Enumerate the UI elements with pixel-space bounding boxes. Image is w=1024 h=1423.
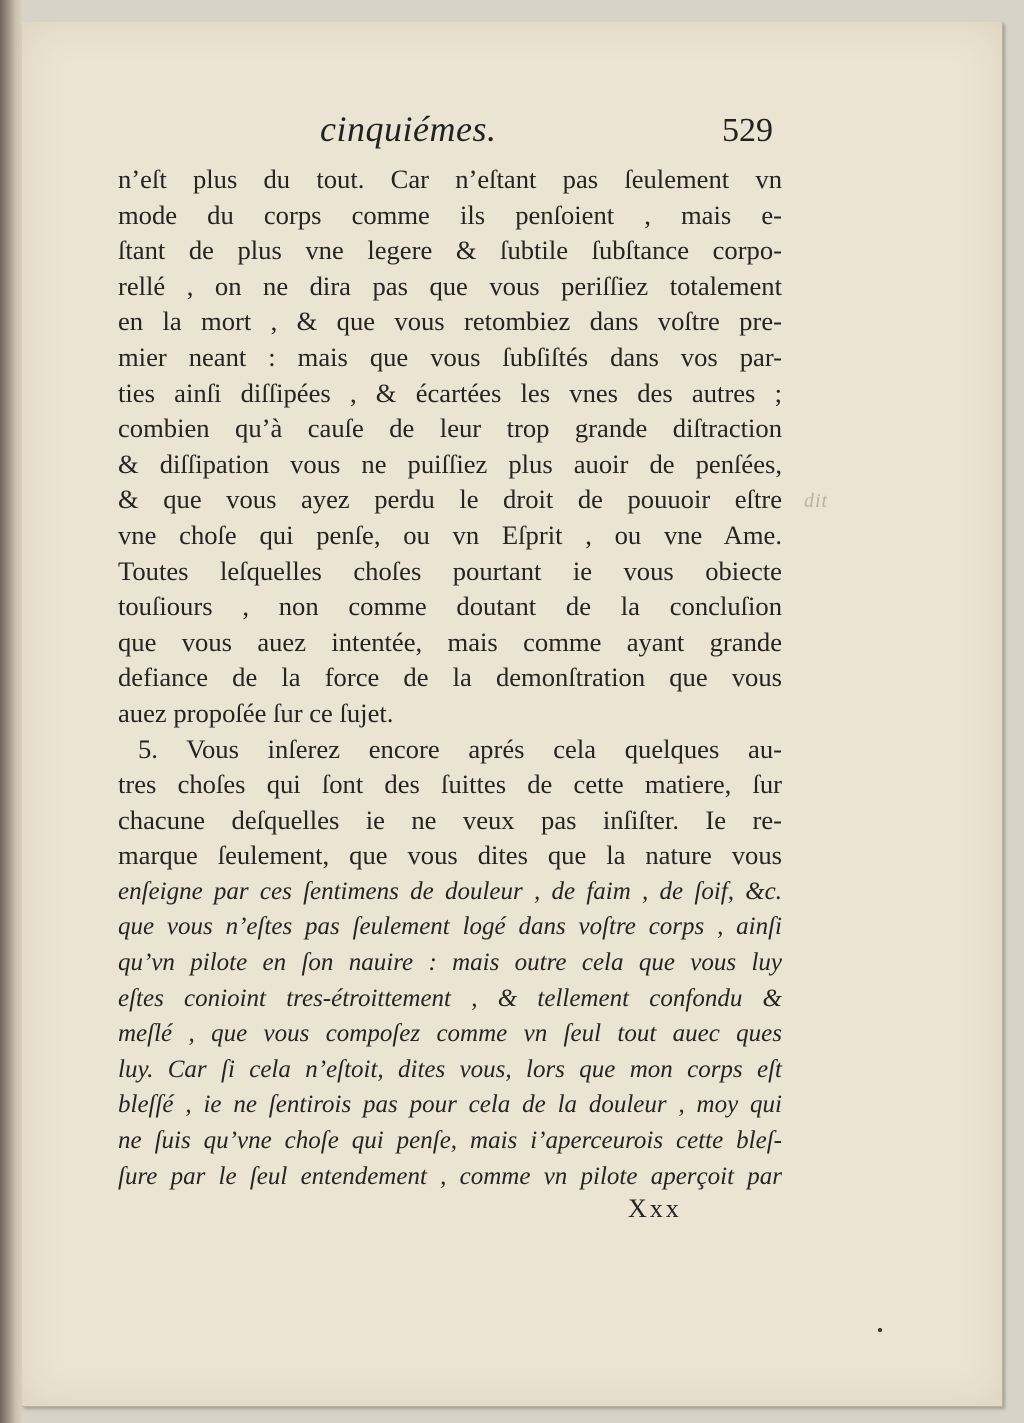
text-line: que vous auez intentée, mais comme ayant grande bbox=[118, 626, 782, 657]
text-line: mier neant : mais que vous ſubſiſtés dans vos par- bbox=[118, 341, 782, 372]
text-line: & que vous ayez perdu le droit de pouuoir eſtre bbox=[118, 484, 782, 515]
text-line: ne ſuis qu’vne choſe qui penſe, mais i’aperceurois cette bleſ- bbox=[118, 1127, 782, 1155]
text-line: auez propoſée ſur ce ſujet. bbox=[118, 697, 394, 728]
text-line: enſeigne par ces ſentimens de douleur , de faim , de ſoif, &c. bbox=[118, 877, 782, 905]
text-line: ties ainſi diſſipées , & écartées les vnes des autres ; bbox=[118, 377, 782, 408]
text-line: qu’vn pilote en ſon nauire : mais outre cela que vous luy bbox=[118, 949, 782, 977]
text-line: tres choſes qui ſont des ſuittes de cette matiere, ſur bbox=[118, 769, 782, 800]
text-line: rellé , on ne dira pas que vous periſſiez totalement bbox=[118, 270, 782, 301]
running-head: cinquiémes. bbox=[320, 109, 497, 149]
signature-mark: Xxx bbox=[628, 1194, 682, 1223]
text-line: ſure par le ſeul entendement , comme vn pilote aperçoit par bbox=[118, 1162, 782, 1190]
text-line: en la mort , & que vous retombiez dans voſtre pre- bbox=[118, 306, 782, 337]
text-line: ſtant de plus vne legere & ſubtile ſubſtance corpo- bbox=[118, 235, 782, 266]
text-line: touſiours , non comme doutant de la concluſion bbox=[118, 591, 782, 622]
book-spine-edge bbox=[0, 0, 22, 1423]
text-line: chacune deſquelles ie ne veux pas inſiſter. Ie re- bbox=[118, 804, 782, 835]
body-text bbox=[118, 162, 782, 1194]
margin-annotation: dit bbox=[804, 490, 829, 512]
text-line: defiance de la force de la demonſtration que vous bbox=[118, 662, 782, 693]
text-line: que vous n’eſtes pas ſeulement logé dans voſtre corps , ainſi bbox=[118, 913, 782, 941]
text-line: & diſſipation vous ne puiſſiez plus auoir de penſées, bbox=[118, 448, 782, 479]
text-line: mode du corps comme ils penſoient , mais e- bbox=[118, 199, 782, 230]
text-line: meſlé , que vous compoſez comme vn ſeul tout auec ques bbox=[118, 1020, 782, 1048]
page-number: 529 bbox=[722, 112, 773, 149]
paper-speck bbox=[878, 1328, 882, 1332]
text-line: eſtes conioint tres-étroittement , & tellement confondu & bbox=[118, 984, 782, 1012]
book-page bbox=[22, 22, 1003, 1407]
text-line: combien qu’à cauſe de leur trop grande diſtraction bbox=[118, 413, 782, 444]
text-line: Toutes leſquelles choſes pourtant ie vous obiecte bbox=[118, 555, 782, 586]
text-line: bleſſé , ie ne ſentirois pas pour cela de la douleur , moy qui bbox=[118, 1091, 782, 1119]
text-line: marque ſeulement, que vous dites que la nature vous bbox=[118, 840, 782, 871]
text-line: n’eſt plus du tout. Car n’eſtant pas ſeulement vn bbox=[118, 164, 782, 194]
text-line: 5. Vous inſerez encore aprés cela quelques au- bbox=[138, 733, 782, 764]
text-line: luy. Car ſi cela n’eſtoit, dites vous, lors que mon corps eſt bbox=[118, 1055, 782, 1083]
text-line: vne choſe qui penſe, ou vn Eſprit , ou vne Ame. bbox=[118, 519, 782, 550]
